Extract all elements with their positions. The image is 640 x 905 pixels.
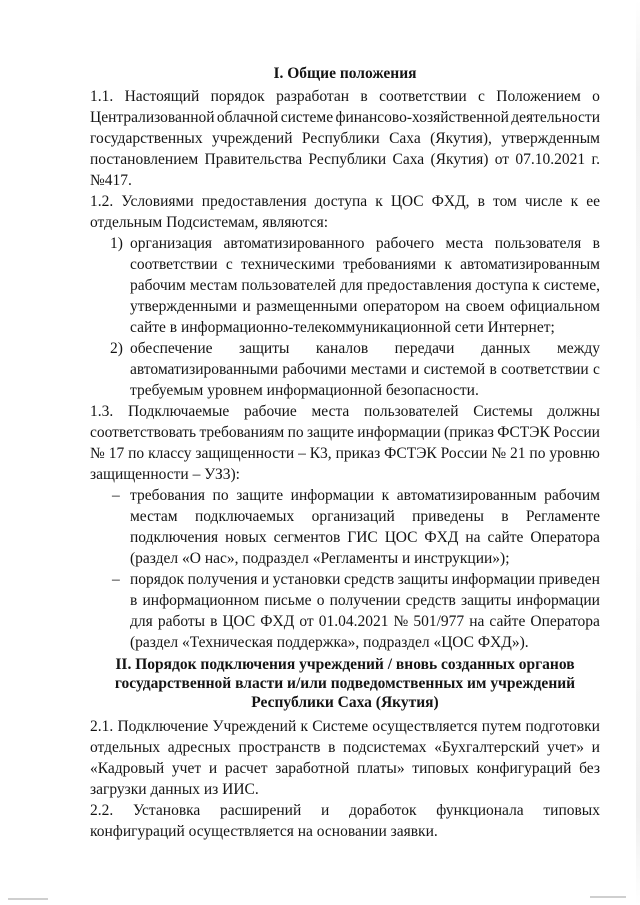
word: 501/977 <box>413 613 465 630</box>
para-1-3-line: защищенности – УЗ3): <box>90 466 240 483</box>
word: – <box>298 445 306 462</box>
word: ее <box>586 193 600 210</box>
word: Республики <box>308 151 387 168</box>
para-1-3-line <box>90 402 600 422</box>
word: о <box>592 88 600 105</box>
word: ФХД <box>260 613 295 630</box>
word: 1.2. <box>90 193 114 210</box>
word: на <box>444 298 461 315</box>
word: в <box>477 193 485 210</box>
word: Учреждений <box>212 718 297 735</box>
word: соответствии <box>379 88 467 105</box>
word: защиты <box>397 571 449 588</box>
para-1-2-line <box>90 192 600 212</box>
word: Централизованной <box>90 109 215 126</box>
word: данных <box>480 340 531 357</box>
word: (Якутия), <box>430 130 492 147</box>
scan-noise <box>590 896 626 898</box>
word: доступа <box>475 277 529 294</box>
word: к <box>444 256 452 273</box>
word: учреждений <box>211 130 293 147</box>
word: функционала <box>436 802 524 819</box>
word: по <box>529 445 546 462</box>
word: и <box>411 361 420 378</box>
word: ФСТЭК <box>497 424 550 441</box>
list-item-line: (раздел «Техническая поддержка», подраздел «ЦОС ФХД»). <box>130 634 529 651</box>
word: на <box>469 613 485 630</box>
list-item-line <box>130 486 600 506</box>
word: 17 <box>108 445 125 462</box>
word: размещенными <box>256 298 358 315</box>
para-2-1-line <box>90 759 600 779</box>
word: уровню <box>549 445 600 462</box>
word: должны <box>547 403 600 420</box>
word: к <box>381 487 390 504</box>
word: каналов <box>315 340 369 357</box>
word: ФХД, <box>431 193 470 210</box>
word: по <box>128 445 145 462</box>
word: системе, <box>543 277 600 294</box>
word: Регламенте <box>525 508 600 525</box>
word: рабочим <box>130 277 186 294</box>
word: платы» <box>357 760 405 777</box>
word: по <box>287 424 304 441</box>
word: классу <box>148 445 192 462</box>
word: местами <box>350 361 407 378</box>
word: (приказ <box>444 424 494 441</box>
word: по <box>212 487 229 504</box>
word: в <box>489 361 497 378</box>
section-1-heading: I. Общие положения <box>273 65 417 82</box>
word: от <box>299 613 314 630</box>
word: информации <box>451 571 536 588</box>
word: информации <box>290 487 375 504</box>
word: оператором <box>362 298 440 315</box>
list-item-line <box>130 591 600 611</box>
word: средств <box>405 592 456 609</box>
word: 2.2. <box>90 802 114 819</box>
word: рабочим <box>544 487 600 504</box>
word: Положением <box>496 88 581 105</box>
word: подключаемых <box>194 508 295 525</box>
word: автоматизированным <box>460 256 600 273</box>
word: с <box>593 361 600 378</box>
list-item-line: (раздел «О нас», подраздел «Регламенты и инструкции»); <box>130 550 510 567</box>
word: в <box>360 88 368 105</box>
word: для <box>130 613 153 630</box>
word: Правительства <box>204 151 303 168</box>
word: числе <box>524 193 563 210</box>
word: рабочие <box>243 403 297 420</box>
word: места <box>311 403 350 420</box>
word: информации <box>357 424 441 441</box>
word: требованиям <box>199 424 285 441</box>
word: получении <box>329 592 401 609</box>
word: адресных <box>167 739 231 756</box>
list-item-line <box>130 507 600 527</box>
word: защите <box>307 424 354 441</box>
word: информационном <box>142 592 260 609</box>
word: утвержденными <box>130 298 237 315</box>
word: порядок <box>210 88 265 105</box>
word: и <box>260 571 270 588</box>
word: Условиями <box>121 193 194 210</box>
word: защищенности <box>195 445 295 462</box>
para-1-3-line <box>90 423 600 443</box>
word: осуществляется <box>372 718 478 735</box>
word: государственных <box>90 130 203 147</box>
word: Республики <box>301 130 380 147</box>
word: России <box>440 445 488 462</box>
para-1-1-line <box>90 108 600 128</box>
word: новых <box>225 529 267 546</box>
word: 1.3. <box>90 403 114 420</box>
section-2-heading: II. Порядок подключения учреждений / вновь созданных органов <box>115 656 575 673</box>
word: порядок <box>130 571 185 588</box>
word: доступа <box>314 193 368 210</box>
word: Системы <box>473 403 533 420</box>
word: системе <box>280 109 334 126</box>
word: в <box>130 592 138 609</box>
word: автоматизированным <box>396 487 537 504</box>
word: защиты <box>461 592 512 609</box>
word: защиты <box>238 340 290 357</box>
word: расширений <box>220 802 302 819</box>
list-item-line: требуемым уровнем информационной безопасности. <box>130 382 479 399</box>
word: защите <box>236 487 284 504</box>
word: доработок <box>348 802 417 819</box>
word: 21 <box>510 445 526 462</box>
word: без <box>579 760 600 777</box>
list-marker: 1) <box>110 235 123 252</box>
word: обеспечение <box>130 340 213 357</box>
word: том <box>493 193 517 210</box>
word: о <box>316 592 325 609</box>
word: Оператора <box>530 529 600 546</box>
list-item-line <box>130 276 600 296</box>
word: в <box>592 235 600 252</box>
word: Настоящий <box>124 88 200 105</box>
word: «Бухгалтерский <box>434 739 540 756</box>
word: ЦОС <box>222 613 256 630</box>
word: (Якутия) <box>430 151 489 168</box>
word: работы <box>157 613 206 630</box>
para-1-3-line <box>90 444 600 464</box>
word: Системе <box>312 718 369 735</box>
word: типовых <box>412 760 469 777</box>
word: предоставления <box>366 277 472 294</box>
word: расчет <box>224 760 268 777</box>
word: соответствии <box>501 361 589 378</box>
word: облачной <box>216 109 279 126</box>
word: к <box>532 277 540 294</box>
word: местам <box>130 508 178 525</box>
word: и <box>242 298 251 315</box>
word: заработной <box>275 760 350 777</box>
word: техническими <box>241 256 335 273</box>
scan-edge <box>636 0 640 905</box>
word: и <box>320 802 330 819</box>
para-1-1-line <box>90 150 600 170</box>
word: письме <box>264 592 312 609</box>
word: с <box>478 88 485 105</box>
word: официальном <box>509 298 600 315</box>
word: Оператора <box>530 613 600 630</box>
word: пользователей <box>241 277 336 294</box>
list-dash: – <box>112 487 120 504</box>
word: пользователя <box>494 235 582 252</box>
word: системой <box>423 361 486 378</box>
para-1-1-line: №417. <box>90 172 132 189</box>
word: «Кадровый <box>90 760 165 777</box>
word: подключения <box>130 529 219 546</box>
word: требованиями <box>343 256 437 273</box>
list-dash: – <box>112 571 120 588</box>
word: утвержденным <box>501 130 600 147</box>
word: постановлением <box>90 151 199 168</box>
word: от <box>494 151 510 168</box>
word: деятельности <box>511 109 600 126</box>
word: типовых <box>543 802 600 819</box>
para-2-1-line <box>90 738 600 758</box>
word: сайте <box>489 613 526 630</box>
list-item-line: сайте в информационно-телекоммуникационной сети Интернет; <box>130 319 555 336</box>
para-1-1-line <box>90 129 600 149</box>
section-2-heading: Республики Саха (Якутия) <box>251 694 439 711</box>
list-item-line <box>130 297 600 317</box>
word: на <box>465 529 481 546</box>
word: подготовки <box>525 718 600 735</box>
word: в <box>501 508 509 525</box>
word: Установка <box>132 802 201 819</box>
word: рабочего <box>375 235 435 252</box>
word: в <box>210 613 218 630</box>
para-2-2-line <box>90 801 600 821</box>
word: предоставления <box>201 193 307 210</box>
scan-noise <box>8 898 48 900</box>
word: автоматизированного <box>223 235 365 252</box>
word: ГИС <box>347 529 378 546</box>
word: пространств <box>238 739 321 756</box>
word: соответствовать <box>90 424 197 441</box>
word: сегментов <box>273 529 341 546</box>
word: к <box>300 718 308 735</box>
word: 2.1. <box>90 718 114 735</box>
word: приказ <box>335 445 381 462</box>
word: № <box>393 613 409 630</box>
word: ЦОС <box>390 193 424 210</box>
word: 01.04.2021 <box>318 613 389 630</box>
word: своем <box>465 298 505 315</box>
list-item-line <box>130 339 600 359</box>
word: в <box>328 739 336 756</box>
word: передачи <box>394 340 455 357</box>
word: к <box>570 193 579 210</box>
word: между <box>556 340 600 357</box>
word: № <box>90 445 105 462</box>
word: учет <box>171 760 202 777</box>
list-item-line <box>130 528 600 548</box>
word: путем <box>481 718 522 735</box>
word: пользователей <box>364 403 459 420</box>
list-marker: 2) <box>110 340 123 357</box>
word: финансово-хозяйственной <box>335 109 509 126</box>
para-2-1-line: загрузки данных из ИИС. <box>90 781 259 798</box>
word: России <box>553 424 600 441</box>
word: отдельных <box>90 739 161 756</box>
word: 1.1. <box>90 88 114 105</box>
word: конфигураций <box>476 760 572 777</box>
word: Саха <box>392 151 425 168</box>
word: организаций <box>311 508 395 525</box>
word: сайте <box>487 529 524 546</box>
word: и <box>591 739 600 756</box>
word: и <box>208 760 218 777</box>
word: организация <box>130 235 213 252</box>
word: Подключение <box>117 718 209 735</box>
word: средств <box>343 571 395 588</box>
word: подсистемах <box>343 739 427 756</box>
word: к <box>375 193 383 210</box>
word: установки <box>272 571 341 588</box>
list-item-line <box>130 570 600 590</box>
word: г. <box>591 151 600 168</box>
word: получения <box>187 571 258 588</box>
list-item-line <box>130 612 600 632</box>
para-1-2-line: отдельным Подсистемам, являются: <box>90 214 329 231</box>
word: № <box>491 445 507 462</box>
list-item-line <box>130 255 600 275</box>
word: учет» <box>547 739 585 756</box>
word: 07.10.2021 <box>515 151 586 168</box>
word: автоматизированными <box>130 361 279 378</box>
word: рабочими <box>282 361 347 378</box>
word: местам <box>189 277 238 294</box>
word: ЦОС <box>384 529 418 546</box>
para-1-1-line <box>90 87 600 107</box>
word: ФСТЭК <box>384 445 437 462</box>
word: места <box>445 235 484 252</box>
word: Подключаемые <box>127 403 230 420</box>
para-2-2-line: конфигураций осуществляется на основании заявки. <box>90 823 438 840</box>
section-2-heading: государственной власти и/или подведомственных им учреждений <box>114 675 576 692</box>
word: приведены <box>412 508 484 525</box>
word: с <box>225 256 233 273</box>
word: К3, <box>309 445 332 462</box>
word: ФХД <box>424 529 459 546</box>
word: требования <box>130 487 205 504</box>
list-item-line <box>130 360 600 380</box>
word: приведен <box>538 571 600 588</box>
word: разработан <box>276 88 350 105</box>
list-item-line <box>130 234 600 254</box>
word: информации <box>516 592 600 609</box>
word: для <box>340 277 363 294</box>
word: соответствии <box>130 256 218 273</box>
word: Саха <box>389 130 421 147</box>
para-2-1-line <box>90 717 600 737</box>
